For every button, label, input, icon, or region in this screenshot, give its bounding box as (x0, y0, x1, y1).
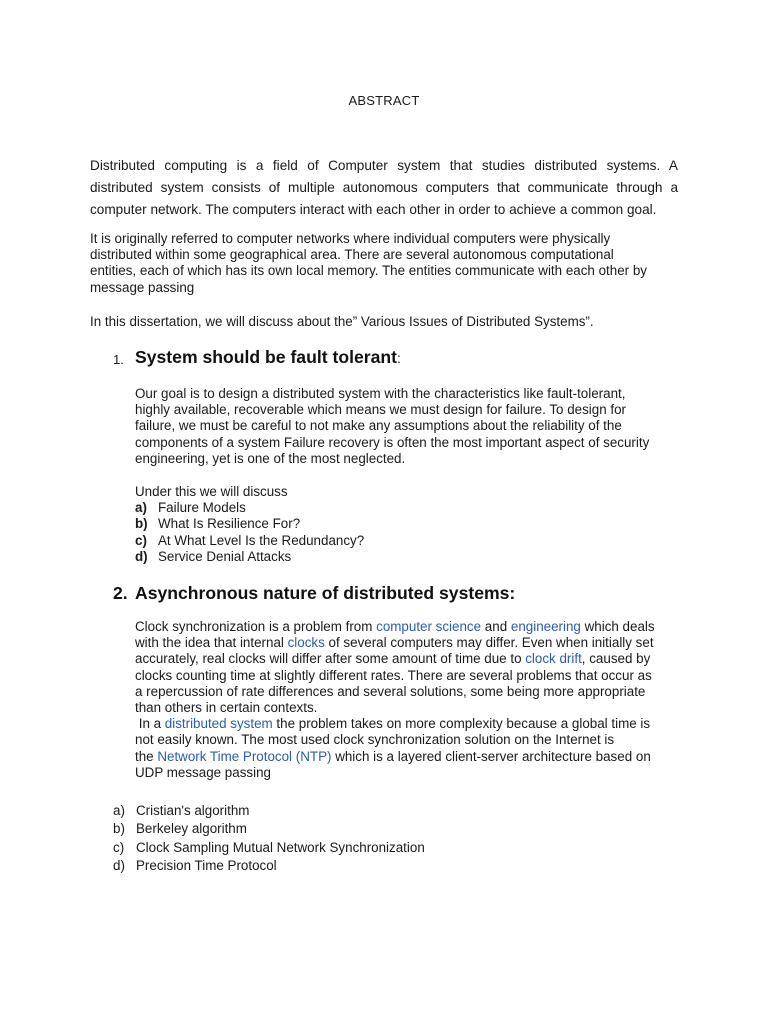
section-2-body-line: clocks counting time at slightly different rates. There are several problems that occur as (135, 667, 652, 683)
section-1-body-line: engineering, yet is one of the most neglected. (135, 450, 406, 466)
intro-p2-line: distributed within some geographical area. There are several autonomous computational (90, 247, 614, 263)
text-run: , caused by (581, 651, 651, 667)
link-engineering[interactable]: engineering (510, 619, 581, 634)
list-item (113, 820, 425, 838)
list-marker: c) (135, 532, 147, 548)
list-marker: b) (113, 821, 125, 837)
intro-p2-line: entities, each of which has its own local memory. The entities communicate with each other by (90, 263, 647, 279)
text-run: Clock synchronization is a problem from (135, 619, 377, 634)
intro-p1-line: distributed system consists of multiple autonomous computers that communicate through a (90, 180, 678, 195)
section-2-body-line: not easily known. The most used clock synchronization solution on the Internet is (135, 732, 615, 748)
section-2-body-line (135, 716, 675, 732)
text-run: In a (135, 716, 165, 732)
text-run: with the idea that internal (135, 635, 288, 651)
list-item-text: Berkeley algorithm (136, 821, 247, 837)
list-item (113, 839, 425, 857)
link-clocks[interactable]: clocks (287, 635, 325, 651)
section-2-body-line (135, 619, 675, 635)
text-run: which is a layered client-server architecture based on (331, 748, 651, 764)
section-1-body-line: highly available, recoverable which means we must design for failure. To design for (135, 402, 626, 418)
intro-paragraph-3 (90, 314, 710, 330)
intro-p2-line: It is originally referred to computer networks where individual computers were physically (90, 231, 611, 246)
section-1-list (135, 500, 535, 565)
intro-p3-line: In this dissertation, we will discuss about the” Various Issues of Distributed Systems”. (90, 314, 594, 329)
section-1-body-line: components of a system Failure recovery is often the most important aspect of security (135, 434, 650, 450)
section-2-algorithm-list (113, 802, 425, 876)
document-title: ABSTRACT (348, 93, 420, 108)
text-run: the (135, 748, 158, 764)
section-2-body-line (135, 749, 675, 765)
list-item (135, 516, 535, 532)
list-marker: a) (135, 500, 147, 516)
intro-p2-line: message passing (90, 279, 195, 295)
section-2-body-line (135, 635, 675, 651)
list-item-text: Clock Sampling Mutual Network Synchronization (136, 839, 425, 855)
intro-p1-line: computer network. The computers interact with each other in order to achieve a common goal. (90, 202, 657, 217)
list-item (113, 857, 425, 875)
list-marker: d) (113, 858, 125, 874)
section-1-heading-text: System should be fault tolerant (135, 347, 397, 367)
intro-paragraph-1 (90, 155, 678, 221)
list-item-text: What Is Resilience For? (158, 516, 301, 532)
section-2-body-line: a repercussion of rate differences and several solutions, some being more appropriate (135, 683, 646, 699)
section-1-body (135, 386, 675, 467)
section-2-heading-text: Asynchronous nature of distributed systems: (135, 583, 516, 603)
list-marker: d) (135, 548, 148, 564)
list-item (135, 533, 535, 549)
text-run: of several computers may differ. Even when initially set (324, 635, 654, 651)
section-2-body (135, 619, 675, 781)
link-distributed-system[interactable]: distributed system (164, 716, 273, 732)
list-item (135, 500, 535, 516)
list-marker: a) (113, 803, 125, 818)
section-2-body-line: than others in certain contexts. (135, 700, 318, 716)
link-computer-science[interactable]: computer science (376, 619, 482, 634)
link-network-time-protocol[interactable]: Network Time Protocol (NTP) (157, 748, 332, 764)
link-clock-drift[interactable]: clock drift (525, 651, 582, 667)
section-2-heading (113, 583, 515, 604)
text-run: which deals (580, 619, 655, 634)
list-item-text: Service Denial Attacks (158, 548, 292, 564)
list-item (113, 802, 425, 820)
section-2-body-line (135, 651, 675, 667)
section-1-list-block (135, 484, 535, 565)
section-1-body-line: Our goal is to design a distributed system with the characteristics like fault-tolerant, (135, 386, 626, 401)
section-1-heading-colon: : (397, 351, 401, 366)
list-marker: c) (113, 839, 125, 855)
intro-p1-line: Distributed computing is a field of Computer system that studies distributed systems. A (90, 158, 678, 173)
list-item-text: Failure Models (158, 500, 246, 516)
text-run: accurately, real clocks will differ after some amount of time due to (135, 651, 526, 667)
list-item-text: Precision Time Protocol (136, 858, 277, 874)
section-1-list-intro: Under this we will discuss (135, 484, 288, 499)
section-1-body-line: failure, we must be careful to not make any assumptions about the reliability of the (135, 418, 622, 434)
section-1-heading (135, 347, 401, 368)
text-run: and (481, 619, 511, 634)
list-item (135, 549, 535, 565)
list-item-text: At What Level Is the Redundancy? (158, 532, 365, 548)
intro-paragraph-2 (90, 231, 690, 296)
text-run: the problem takes on more complexity because a global time is (272, 716, 651, 732)
section-2-body-line: UDP message passing (135, 764, 271, 780)
list-item-text: Cristian's algorithm (136, 803, 250, 818)
list-marker: b) (135, 516, 148, 532)
section-1-number: 1. (113, 352, 124, 367)
section-2-number: 2. (113, 583, 128, 603)
